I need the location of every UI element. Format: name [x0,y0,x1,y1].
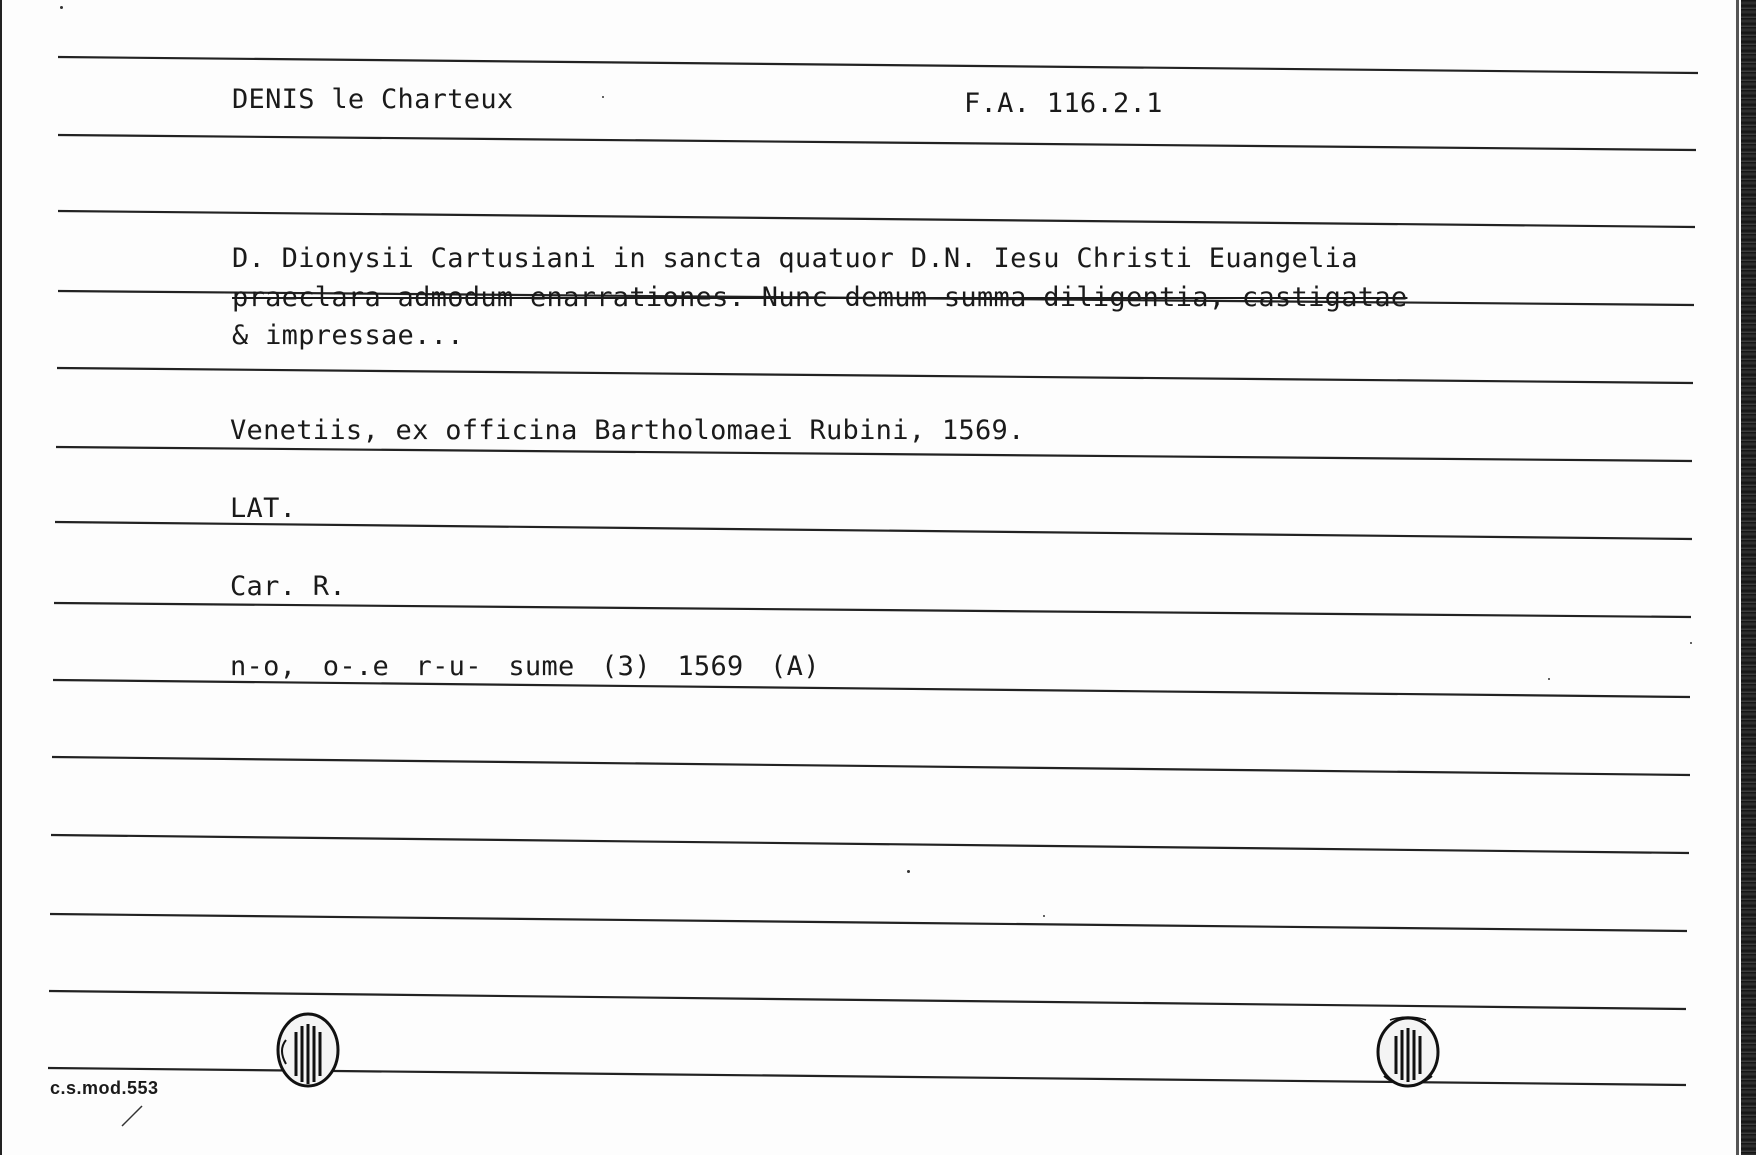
rule-line [50,914,1687,931]
rule-line [58,135,1696,150]
pencil-mark [118,1104,148,1128]
rule-line [49,991,1686,1009]
title-line-1: D. Dionysii Cartusiani in sancta quatuor D.N. Iesu Christi Euangelia [232,243,1358,274]
speck [602,96,604,98]
speck [907,870,910,873]
rule-line [58,211,1695,227]
speck [1548,678,1550,680]
title-line-2-text: praeclara admodum enarrationes. Nunc demum summa diligentia, castigatae [232,282,1408,313]
provenance: Car. R. [230,571,346,602]
fingerprint: n-o, o-.e r-u- sume (3) 1569 (A) [230,651,820,682]
rule-line [52,757,1690,775]
imprint: Venetiis, ex officina Bartholomaei Rubini, 1569. [230,415,1025,446]
form-code: c.s.mod.553 [50,1078,159,1098]
speck [1690,642,1692,644]
shelfmark: F.A. 116.2.1 [964,88,1163,119]
language: LAT. [230,493,297,524]
punch-hole-left-icon [272,1010,342,1088]
author-heading: DENIS le Charteux [232,84,514,115]
rule-line [54,603,1691,617]
speck [1043,915,1045,917]
title-line-2 [232,282,1407,313]
rule-line [55,522,1692,539]
speck [60,6,63,9]
rule-line [56,447,1692,461]
rule-line [53,680,1690,697]
rule-line [58,57,1698,73]
rule-line [57,368,1693,383]
rule-line [51,835,1689,853]
punch-hole-right-icon [1372,1014,1442,1092]
title-line-3: & impressae... [232,320,464,351]
